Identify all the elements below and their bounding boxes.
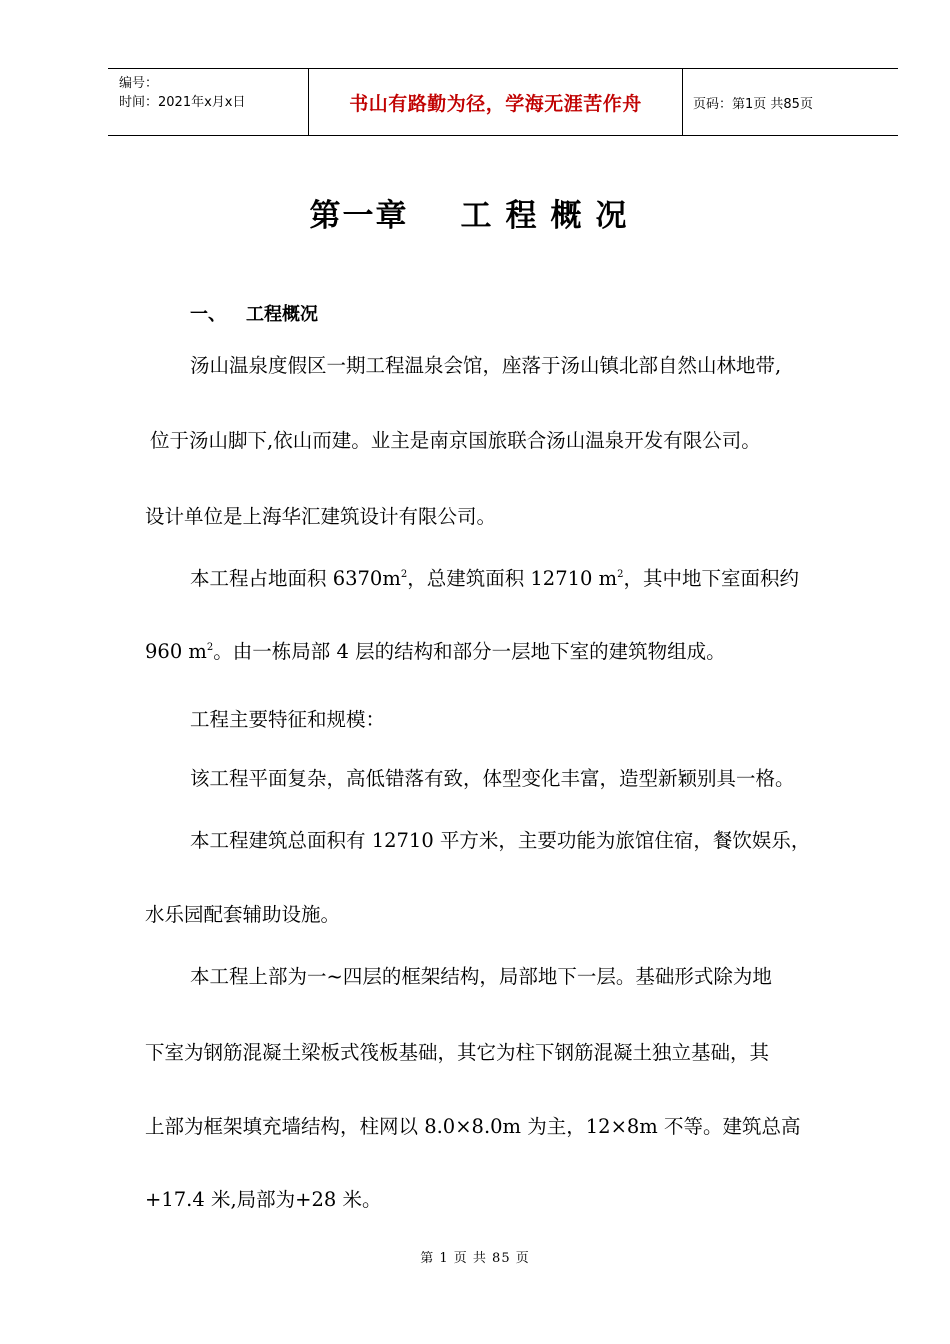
- section-title: 工程概况: [246, 304, 318, 325]
- page-info-cell: 页码：第1页 共85页: [693, 96, 813, 112]
- number-label: 编号：: [119, 76, 159, 91]
- body-line: 位于汤山脚下,依山而建。业主是南京国旅联合汤山温泉开发有限公司。: [150, 429, 761, 452]
- time-label: 时间：2021年x月x日: [119, 95, 246, 110]
- section-heading: [190, 300, 318, 326]
- chapter-number: 第一章: [309, 198, 409, 234]
- body-line: 工程主要特征和规模：: [190, 708, 386, 731]
- basement-text-2: 。由一栋局部 4 层的结构和部分一层地下室的建筑物组成。: [213, 640, 726, 663]
- body-line-area: [190, 563, 799, 591]
- page-footer: 第 1 页 共 85 页: [420, 1251, 530, 1266]
- superscript: 2: [400, 569, 408, 580]
- body-line: 该工程平面复杂，高低错落有致，体型变化丰富，造型新颖别具一格。: [190, 767, 795, 790]
- area-text-3: ，其中地下室面积约: [623, 567, 800, 590]
- page-header-table: [108, 68, 898, 136]
- chapter-name: 工程概况: [460, 198, 641, 234]
- body-line: 本工程建筑总面积有 12710 平方米，主要功能为旅馆住宿，餐饮娱乐，: [190, 829, 811, 852]
- header-meta-cell: [108, 69, 309, 135]
- body-line: 设计单位是上海华汇建筑设计有限公司。: [145, 505, 497, 528]
- body-line-basement: [145, 636, 726, 664]
- body-line: 上部为框架填充墙结构，柱网以 8.0×8.0m 为主，12×8m 不等。建筑总高: [145, 1115, 801, 1138]
- area-text-2: ，总建筑面积 12710 m: [407, 567, 618, 590]
- chapter-title: [0, 190, 950, 235]
- section-number: 一、: [190, 304, 226, 325]
- body-line: 下室为钢筋混凝土梁板式筏板基础，其它为柱下钢筋混凝土独立基础，其: [145, 1041, 770, 1064]
- body-line: 本工程上部为一~四层的框架结构，局部地下一层。基础形式除为地: [190, 965, 772, 988]
- basement-text-1: 960 m: [145, 640, 207, 663]
- area-text-1: 本工程占地面积 6370m: [190, 567, 401, 590]
- body-line: 水乐园配套辅助设施。: [145, 903, 341, 926]
- body-line: +17.4 米,局部为+28 米。: [145, 1188, 382, 1211]
- superscript: 2: [617, 569, 624, 580]
- motto-cell: 书山有路勤为径，学海无涯苦作舟: [309, 69, 683, 135]
- body-line: 汤山温泉度假区一期工程温泉会馆，座落于汤山镇北部自然山林地带,: [190, 354, 782, 377]
- superscript: 2: [206, 642, 214, 653]
